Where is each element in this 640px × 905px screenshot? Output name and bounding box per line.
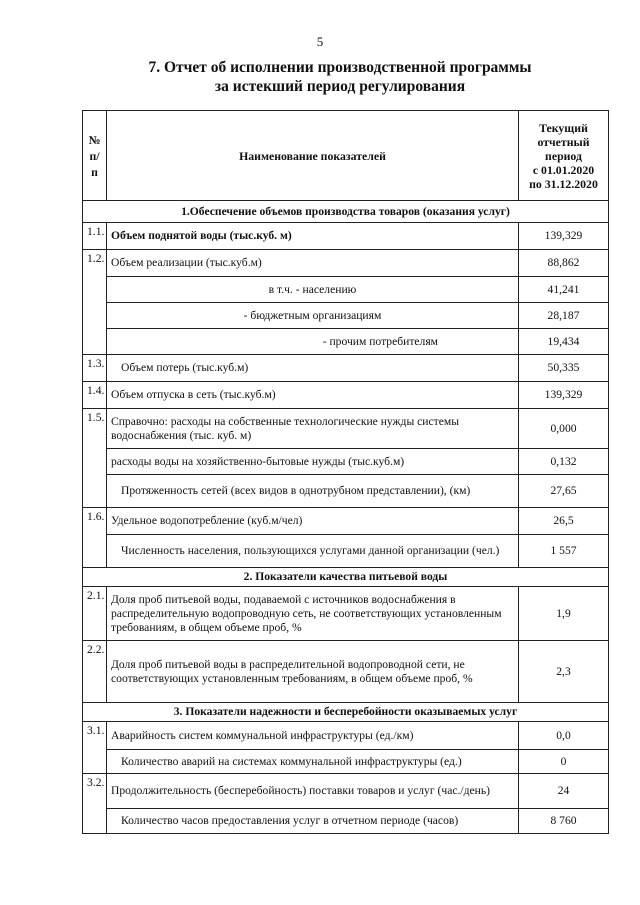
row-name: Объем реализации (тыс.куб.м) bbox=[107, 250, 519, 277]
page-number: 5 bbox=[316, 34, 324, 49]
section-3-title: 3. Показатели надежности и бесперебойности оказываемых услуг bbox=[83, 703, 609, 722]
row-name: расходы воды на хозяйственно-бытовые нужды (тыс.куб.м) bbox=[107, 449, 519, 475]
table-row bbox=[83, 475, 609, 508]
row-value: 8 760 bbox=[519, 809, 609, 834]
title-line-1: 7. Отчет об исполнении производственной программы bbox=[148, 59, 532, 76]
header-num-line-2: п/п bbox=[89, 148, 100, 179]
row-name: Численность населения, пользующихся услугами данной организации (чел.) bbox=[107, 535, 519, 568]
row-name: Объем потерь (тыс.куб.м) bbox=[107, 355, 519, 382]
row-value: 19,434 bbox=[519, 329, 609, 355]
table-row bbox=[83, 223, 609, 250]
row-name: - прочим потребителям bbox=[107, 329, 519, 355]
row-number: 2.1. bbox=[83, 587, 107, 641]
title-line-2: за истекший период регулирования bbox=[214, 78, 466, 95]
table-row bbox=[83, 382, 609, 409]
header-period-line-4: с 01.01.2020 bbox=[532, 162, 595, 177]
row-number: 1.3. bbox=[83, 355, 107, 382]
row-number: 3.1. bbox=[83, 722, 107, 774]
section-2-row bbox=[83, 568, 609, 587]
row-name: Доля проб питьевой воды, подаваемой с источников водоснабжения в распределительную водопроводную сеть, не соответствующих установленным требованиям, в общем объеме проб, % bbox=[107, 587, 519, 641]
row-name: Протяженность сетей (всех видов в однотрубном представлении), (км) bbox=[107, 475, 519, 508]
header-num bbox=[83, 111, 107, 201]
table-row bbox=[83, 641, 609, 703]
header-period-line-1: Текущий bbox=[539, 120, 588, 135]
row-value: 26,5 bbox=[519, 508, 609, 535]
row-name: Аварийность систем коммунальной инфраструктуры (ед./км) bbox=[107, 722, 519, 750]
table-row bbox=[83, 809, 609, 834]
row-value: 0 bbox=[519, 750, 609, 774]
header-name: Наименование показателей bbox=[107, 111, 519, 201]
row-value: 50,335 bbox=[519, 355, 609, 382]
row-value: 1 557 bbox=[519, 535, 609, 568]
row-name: Доля проб питьевой воды в распределительной водопроводной сети, не соответствующих установленным требованиям, в общем объеме проб, % bbox=[107, 641, 519, 703]
header-period-line-2: отчетный bbox=[537, 134, 590, 149]
header-num-line-1: № bbox=[88, 132, 101, 147]
table-row bbox=[83, 750, 609, 774]
row-name: - бюджетным организациям bbox=[107, 303, 519, 329]
row-name: Продолжительность (бесперебойность) поставки товаров и услуг (час./день) bbox=[107, 774, 519, 809]
table-row bbox=[83, 277, 609, 303]
row-value: 0,132 bbox=[519, 449, 609, 475]
table-row bbox=[83, 409, 609, 449]
row-name: Количество аварий на системах коммунальной инфраструктуры (ед.) bbox=[107, 750, 519, 774]
row-name: в т.ч. - населению bbox=[107, 277, 519, 303]
row-value: 139,329 bbox=[519, 223, 609, 250]
table-row bbox=[83, 449, 609, 475]
row-number: 1.2. bbox=[83, 250, 107, 355]
header-period bbox=[519, 111, 609, 201]
row-number: 1.6. bbox=[83, 508, 107, 568]
table-row bbox=[83, 722, 609, 750]
row-number: 1.4. bbox=[83, 382, 107, 409]
section-1-title: 1.Обеспечение объемов производства товаров (оказания услуг) bbox=[83, 201, 609, 223]
row-value: 27,65 bbox=[519, 475, 609, 508]
table-row bbox=[83, 355, 609, 382]
row-value: 28,187 bbox=[519, 303, 609, 329]
row-value: 0,000 bbox=[519, 409, 609, 449]
row-number: 3.2. bbox=[83, 774, 107, 834]
row-name: Количество часов предоставления услуг в отчетном периоде (часов) bbox=[107, 809, 519, 834]
section-1-row bbox=[83, 201, 609, 223]
row-name: Объем отпуска в сеть (тыс.куб.м) bbox=[107, 382, 519, 409]
row-number: 2.2. bbox=[83, 641, 107, 703]
table-row bbox=[83, 250, 609, 277]
header-period-line-3: период bbox=[545, 148, 582, 163]
row-value: 139,329 bbox=[519, 382, 609, 409]
row-value: 24 bbox=[519, 774, 609, 809]
row-value: 0,0 bbox=[519, 722, 609, 750]
section-3-row bbox=[83, 703, 609, 722]
row-value: 41,241 bbox=[519, 277, 609, 303]
row-number: 1.5. bbox=[83, 409, 107, 508]
table-row bbox=[83, 774, 609, 809]
row-name: Справочно: расходы на собственные технологические нужды системы водоснабжения (тыс. куб. м) bbox=[107, 409, 519, 449]
header-period-line-5: по 31.12.2020 bbox=[529, 176, 598, 191]
row-name: Объем поднятой воды (тыс.куб. м) bbox=[107, 223, 519, 250]
table-header-row bbox=[83, 111, 609, 201]
row-value: 2,3 bbox=[519, 641, 609, 703]
row-value: 1,9 bbox=[519, 587, 609, 641]
report-title bbox=[60, 58, 620, 96]
table-row bbox=[83, 587, 609, 641]
report-table bbox=[82, 110, 609, 834]
row-value: 88,862 bbox=[519, 250, 609, 277]
table-row bbox=[83, 535, 609, 568]
row-number: 1.1. bbox=[83, 223, 107, 250]
row-name: Удельное водопотребление (куб.м/чел) bbox=[107, 508, 519, 535]
table-row bbox=[83, 303, 609, 329]
table-row bbox=[83, 329, 609, 355]
section-2-title: 2. Показатели качества питьевой воды bbox=[83, 568, 609, 587]
table-row bbox=[83, 508, 609, 535]
